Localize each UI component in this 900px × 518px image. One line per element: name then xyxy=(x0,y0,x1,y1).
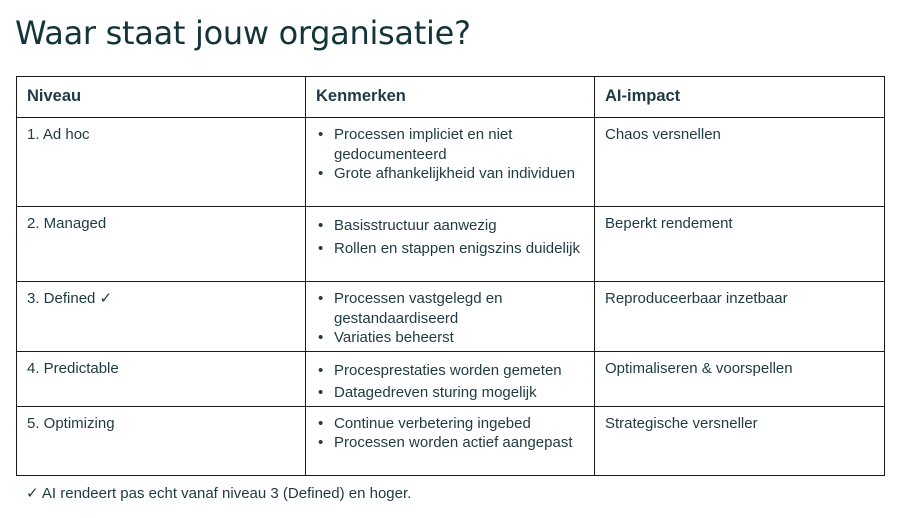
list-item: • Datagedreven sturing mogelijk xyxy=(316,383,584,403)
table-header-row xyxy=(17,77,885,118)
ai-impact-cell: Reproduceerbaar inzetbaar xyxy=(595,282,885,352)
niveau-cell: 5. Optimizing xyxy=(17,406,306,475)
column-header-kenmerken: Kenmerken xyxy=(306,77,595,118)
list-item: • Basisstructuur aanwezig xyxy=(316,216,584,236)
column-header-ai-impact: AI-impact xyxy=(595,77,885,118)
table-row xyxy=(17,207,885,282)
list-item: • Rollen en stappen enigszins duidelijk xyxy=(316,239,584,259)
table-row xyxy=(17,406,885,475)
kenmerken-list xyxy=(316,361,584,403)
ai-impact-cell: Chaos versnellen xyxy=(595,118,885,207)
list-item: • Procesprestaties worden gemeten xyxy=(316,361,584,381)
list-item: • Processen impliciet en niet gedocumenteerd xyxy=(316,125,584,164)
ai-impact-cell: Beperkt rendement xyxy=(595,207,885,282)
niveau-cell: 2. Managed xyxy=(17,207,306,282)
kenmerken-list xyxy=(316,414,584,453)
kenmerken-list xyxy=(316,125,584,184)
niveau-cell: 4. Predictable xyxy=(17,351,306,406)
list-item: • Processen worden actief aangepast xyxy=(316,433,584,453)
table-row xyxy=(17,282,885,352)
kenmerken-cell xyxy=(306,207,595,282)
table-row xyxy=(17,351,885,406)
niveau-cell: 1. Ad hoc xyxy=(17,118,306,207)
kenmerken-cell xyxy=(306,406,595,475)
maturity-table xyxy=(16,76,885,476)
ai-impact-cell: Strategische versneller xyxy=(595,406,885,475)
page-title: Waar staat jouw organisatie? xyxy=(15,14,471,52)
list-item: • Grote afhankelijkheid van individuen xyxy=(316,164,584,184)
table-row xyxy=(17,118,885,207)
ai-impact-cell: Optimaliseren & voorspellen xyxy=(595,351,885,406)
niveau-cell: 3. Defined ✓ xyxy=(17,282,306,352)
kenmerken-cell xyxy=(306,118,595,207)
kenmerken-list xyxy=(316,289,584,348)
kenmerken-cell xyxy=(306,351,595,406)
kenmerken-cell xyxy=(306,282,595,352)
list-item: • Variaties beheerst xyxy=(316,328,584,348)
list-item: • Continue verbetering ingebed xyxy=(316,414,584,434)
list-item: • Processen vastgelegd en gestandaardiseerd xyxy=(316,289,584,328)
column-header-niveau: Niveau xyxy=(17,77,306,118)
kenmerken-list xyxy=(316,216,584,258)
footnote: ✓ AI rendeert pas echt vanaf niveau 3 (Defined) en hoger. xyxy=(26,485,412,502)
